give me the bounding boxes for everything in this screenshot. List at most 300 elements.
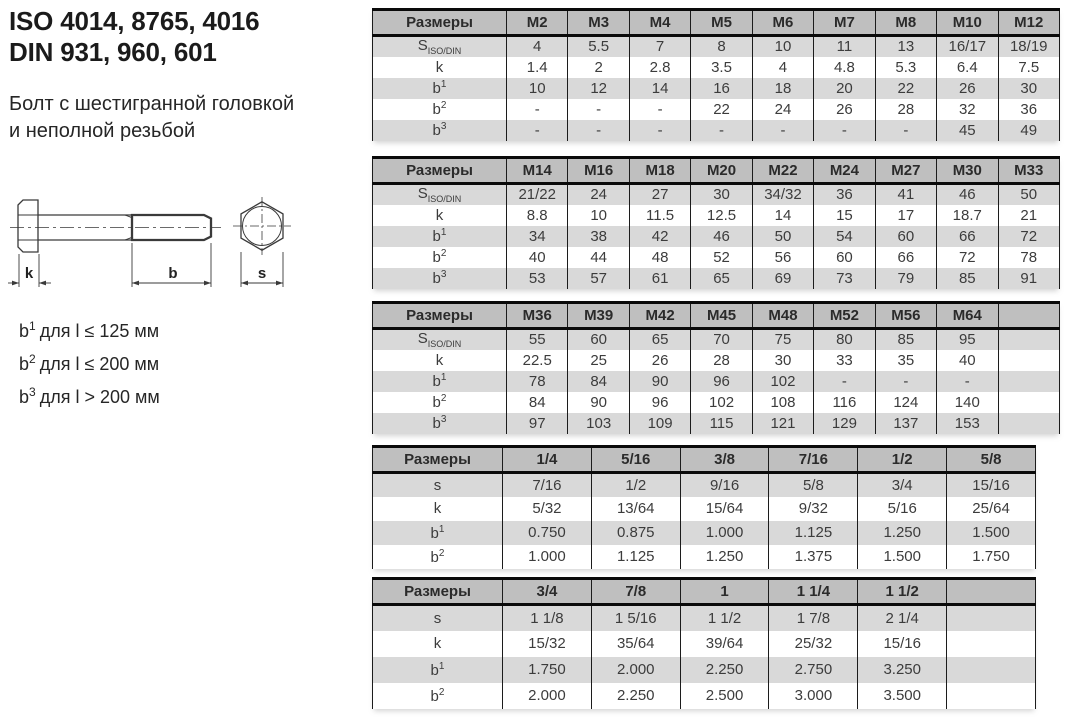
value-cell: 25 [568,350,629,371]
value-cell: 108 [752,392,813,413]
value-cell: 7/16 [503,473,592,497]
value-cell: 26 [937,78,998,99]
title-iso: ISO 4014, 8765, 4016 [9,6,260,36]
value-cell: 66 [875,247,936,268]
footnote-symbol: b [19,321,30,341]
value-cell: - [937,371,998,392]
value-cell: 33 [814,350,875,371]
value-cell: 26 [814,99,875,120]
value-cell: 2.8 [629,57,690,78]
size-column-header: M42 [629,303,690,329]
table-row [373,545,1036,569]
value-cell: 53 [507,268,568,289]
value-cell [947,605,1036,631]
footnote-b2 [19,345,160,378]
table-row [373,205,1060,226]
value-cell: 35 [875,350,936,371]
bolt-side-view [10,200,221,252]
row-label: s [373,473,503,497]
value-cell: - [691,120,752,141]
value-cell: 41 [875,184,936,205]
table-metric-m36-m64 [372,301,1060,434]
value-cell: - [568,120,629,141]
value-cell: 21/22 [507,184,568,205]
value-cell: 121 [752,413,813,434]
value-cell: 2.000 [591,657,680,683]
value-cell: 5.5 [568,36,629,57]
dimension-label-s: s [257,265,267,282]
value-cell: 57 [568,268,629,289]
dimension-k [8,254,51,287]
value-cell: 1 7/8 [769,605,858,631]
value-cell: - [507,120,568,141]
size-column-header: M3 [568,10,629,36]
row-label: k [373,497,503,521]
title-din: DIN 931, 960, 601 [9,37,217,67]
value-cell: 4 [507,36,568,57]
row-label: k [373,631,503,657]
value-cell: 25/64 [947,497,1036,521]
value-cell: 109 [629,413,690,434]
size-column-header: M12 [998,10,1060,36]
value-cell: 24 [752,99,813,120]
value-cell [998,392,1060,413]
value-cell: 80 [814,329,875,350]
value-cell: 60 [875,226,936,247]
value-cell: 90 [568,392,629,413]
row-label: $b^1$ [373,226,507,247]
size-column-header: M5 [691,10,752,36]
dimension-table [372,8,1060,141]
size-column-header: 1/2 [858,447,947,473]
table-inch-quarter-to-5-8 [372,445,1036,569]
value-cell: 75 [752,329,813,350]
row-label: $S_{ISO/DIN}$ [373,184,507,205]
corner-header: Размеры [373,303,507,329]
footnote-text: для l ≤ 125 мм [39,321,160,341]
value-cell: 10 [507,78,568,99]
value-cell: 17 [875,205,936,226]
value-cell: 72 [998,226,1060,247]
value-cell: 1 1/8 [503,605,592,631]
value-cell: 1.125 [769,521,858,545]
value-cell: 97 [507,413,568,434]
value-cell: 9/32 [769,497,858,521]
value-cell: 2 [568,57,629,78]
value-cell: 26 [629,350,690,371]
size-column-header [998,303,1060,329]
value-cell: 10 [568,205,629,226]
value-cell: 52 [691,247,752,268]
value-cell: 84 [507,392,568,413]
value-cell: 2.750 [769,657,858,683]
value-cell: 35/64 [591,631,680,657]
value-cell: 39/64 [680,631,769,657]
row-label: $b^1$ [373,521,503,545]
value-cell: - [752,120,813,141]
table-metric-m14-m33 [372,156,1060,289]
value-cell: 30 [691,184,752,205]
value-cell: 1.250 [858,521,947,545]
row-label: k [373,205,507,226]
table-row [373,350,1060,371]
value-cell: 0.750 [503,521,592,545]
table-row [373,605,1036,631]
table-row [373,226,1060,247]
row-label: $b^3$ [373,268,507,289]
value-cell: 15 [814,205,875,226]
table-inch-3-4-to-1-1-2 [372,577,1036,709]
value-cell: 0.875 [591,521,680,545]
corner-header: Размеры [373,10,507,36]
value-cell: 13 [875,36,936,57]
value-cell: 72 [937,247,998,268]
value-cell: 56 [752,247,813,268]
value-cell: 50 [752,226,813,247]
size-column-header: 5/16 [591,447,680,473]
value-cell: 30 [998,78,1060,99]
footnote-b1 [19,312,160,345]
document-title [9,6,259,68]
value-cell: 1 5/16 [591,605,680,631]
size-column-header: M7 [814,10,875,36]
subtitle-line-2: и неполной резьбой [9,120,196,142]
value-cell: 1.375 [769,545,858,569]
size-column-header: M56 [875,303,936,329]
value-cell: 103 [568,413,629,434]
value-cell: 12.5 [691,205,752,226]
value-cell: 91 [998,268,1060,289]
table-row [373,78,1060,99]
table-row [373,473,1036,497]
dimension-table [372,445,1036,569]
value-cell: 3.250 [858,657,947,683]
value-cell: 4.8 [814,57,875,78]
table-row [373,371,1060,392]
size-column-header: M8 [875,10,936,36]
footnote-text: для l > 200 мм [39,387,160,407]
size-column-header: M6 [752,10,813,36]
value-cell: 14 [629,78,690,99]
document-subtitle [9,91,294,145]
bolt-technical-drawing [8,186,338,304]
table-row [373,392,1060,413]
value-cell: - [814,371,875,392]
value-cell: - [568,99,629,120]
value-cell: 84 [568,371,629,392]
value-cell: 48 [629,247,690,268]
value-cell: 3.000 [769,683,858,709]
value-cell: 3.500 [858,683,947,709]
size-column-header: M2 [507,10,568,36]
table-row [373,329,1060,350]
value-cell: 6.4 [937,57,998,78]
footnotes [19,312,160,411]
value-cell: 24 [568,184,629,205]
size-column-header: M27 [875,158,936,184]
value-cell: 115 [691,413,752,434]
value-cell: 10 [752,36,813,57]
value-cell: 46 [691,226,752,247]
header-row [373,303,1060,329]
value-cell: 95 [937,329,998,350]
table-row [373,184,1060,205]
value-cell: 25/32 [769,631,858,657]
value-cell: 9/16 [680,473,769,497]
value-cell: 50 [998,184,1060,205]
value-cell: 36 [998,99,1060,120]
value-cell: 5.3 [875,57,936,78]
value-cell: - [507,99,568,120]
value-cell: 96 [691,371,752,392]
size-column-header: 3/4 [503,579,592,605]
value-cell: 137 [875,413,936,434]
value-cell: 1.750 [503,657,592,683]
dimension-table [372,301,1060,434]
size-column-header: M30 [937,158,998,184]
value-cell: 34/32 [752,184,813,205]
value-cell: 78 [507,371,568,392]
value-cell: 2 1/4 [858,605,947,631]
value-cell: 40 [937,350,998,371]
value-cell: 1.750 [947,545,1036,569]
value-cell: 14 [752,205,813,226]
value-cell: 28 [691,350,752,371]
value-cell [947,631,1036,657]
dimension-s [241,252,283,287]
value-cell: 34 [507,226,568,247]
dimension-label-k: k [24,265,34,282]
value-cell: 2.250 [680,657,769,683]
value-cell: - [814,120,875,141]
row-label: $b^1$ [373,657,503,683]
value-cell: 79 [875,268,936,289]
value-cell: 27 [629,184,690,205]
dimension-label-b: b [168,265,178,282]
value-cell: 7.5 [998,57,1060,78]
value-cell: 2.500 [680,683,769,709]
value-cell: 140 [937,392,998,413]
value-cell: 65 [629,329,690,350]
value-cell: 102 [691,392,752,413]
value-cell: 54 [814,226,875,247]
value-cell: 3.5 [691,57,752,78]
size-column-header [947,579,1036,605]
value-cell: 102 [752,371,813,392]
size-column-header: M39 [568,303,629,329]
size-column-header: M20 [691,158,752,184]
value-cell: 1.500 [858,545,947,569]
value-cell: 129 [814,413,875,434]
value-cell [998,329,1060,350]
size-column-header: M64 [937,303,998,329]
value-cell: 153 [937,413,998,434]
size-column-header: M16 [568,158,629,184]
value-cell: 15/16 [947,473,1036,497]
size-column-header: 1 1/2 [858,579,947,605]
size-column-header: M24 [814,158,875,184]
value-cell: 11 [814,36,875,57]
size-column-header: M18 [629,158,690,184]
size-column-header: 1 [680,579,769,605]
value-cell: 8.8 [507,205,568,226]
value-cell: 2.250 [591,683,680,709]
value-cell [947,683,1036,709]
value-cell: 73 [814,268,875,289]
value-cell: 32 [937,99,998,120]
value-cell: 85 [875,329,936,350]
row-label: s [373,605,503,631]
value-cell: 18 [752,78,813,99]
value-cell: 1.000 [503,545,592,569]
value-cell: 1.250 [680,545,769,569]
table-row [373,247,1060,268]
value-cell: 55 [507,329,568,350]
dimension-b [132,243,211,287]
corner-header: Размеры [373,158,507,184]
value-cell: 90 [629,371,690,392]
value-cell: 49 [998,120,1060,141]
value-cell: 16/17 [937,36,998,57]
value-cell: 15/16 [858,631,947,657]
size-column-header: M33 [998,158,1060,184]
table-row [373,268,1060,289]
row-label: $b^2$ [373,683,503,709]
size-column-header: M36 [507,303,568,329]
value-cell: 46 [937,184,998,205]
value-cell: 20 [814,78,875,99]
footnote-sup: 1 [29,319,36,333]
footnote-sup: 2 [29,352,36,366]
value-cell: 18/19 [998,36,1060,57]
value-cell: 60 [814,247,875,268]
row-label: $b^2$ [373,392,507,413]
value-cell: 1/2 [591,473,680,497]
value-cell: 116 [814,392,875,413]
value-cell: - [875,120,936,141]
row-label: $b^2$ [373,99,507,120]
value-cell: 2.000 [503,683,592,709]
corner-header: Размеры [373,447,503,473]
corner-header: Размеры [373,579,503,605]
size-column-header: 7/16 [769,447,858,473]
value-cell: 5/16 [858,497,947,521]
size-column-header: 1 1/4 [769,579,858,605]
value-cell: 5/8 [769,473,858,497]
value-cell: - [875,371,936,392]
size-column-header: M14 [507,158,568,184]
value-cell: 42 [629,226,690,247]
row-label: $b^1$ [373,78,507,99]
table-metric-m2-m12 [372,8,1060,141]
value-cell: 65 [691,268,752,289]
size-column-header: M22 [752,158,813,184]
value-cell: 3/4 [858,473,947,497]
value-cell: 12 [568,78,629,99]
value-cell: 1 1/2 [680,605,769,631]
value-cell: 21 [998,205,1060,226]
value-cell [998,371,1060,392]
value-cell: 16 [691,78,752,99]
footnote-symbol: b [19,387,30,407]
value-cell: - [629,120,690,141]
header-row [373,447,1036,473]
value-cell: 45 [937,120,998,141]
row-label: $S_{ISO/DIN}$ [373,36,507,57]
size-column-header: 5/8 [947,447,1036,473]
value-cell: 36 [814,184,875,205]
value-cell: 15/64 [680,497,769,521]
value-cell: 22 [875,78,936,99]
value-cell: 7 [629,36,690,57]
table-row [373,36,1060,57]
size-column-header: M52 [814,303,875,329]
size-column-header: 7/8 [591,579,680,605]
value-cell: 22 [691,99,752,120]
value-cell: 85 [937,268,998,289]
value-cell: 28 [875,99,936,120]
header-row [373,579,1036,605]
value-cell: 11.5 [629,205,690,226]
value-cell: - [629,99,690,120]
value-cell [998,413,1060,434]
table-row [373,657,1036,683]
row-label: $b^2$ [373,247,507,268]
value-cell: 60 [568,329,629,350]
value-cell: 30 [752,350,813,371]
value-cell: 78 [998,247,1060,268]
value-cell [947,657,1036,683]
dimension-table [372,156,1060,289]
footnote-text: для l ≤ 200 мм [39,354,160,374]
table-row [373,413,1060,434]
value-cell: 5/32 [503,497,592,521]
subtitle-line-1: Болт с шестигранной головкой [9,93,295,115]
value-cell: 61 [629,268,690,289]
row-label: $b^2$ [373,545,503,569]
value-cell: 38 [568,226,629,247]
value-cell: 124 [875,392,936,413]
row-label: $b^3$ [373,120,507,141]
value-cell: 22.5 [507,350,568,371]
row-label: $b^3$ [373,413,507,434]
table-row [373,57,1060,78]
value-cell: 1.125 [591,545,680,569]
bolt-end-view [233,197,291,255]
header-row [373,10,1060,36]
table-row [373,99,1060,120]
row-label: k [373,57,507,78]
value-cell: 15/32 [503,631,592,657]
value-cell: 1.4 [507,57,568,78]
row-label: $S_{ISO/DIN}$ [373,329,507,350]
table-row [373,683,1036,709]
value-cell: 40 [507,247,568,268]
value-cell: 44 [568,247,629,268]
row-label: k [373,350,507,371]
size-column-header: M10 [937,10,998,36]
size-column-header: M45 [691,303,752,329]
table-row [373,120,1060,141]
row-label: $b^1$ [373,371,507,392]
value-cell: 69 [752,268,813,289]
footnote-symbol: b [19,354,30,374]
size-column-header: M48 [752,303,813,329]
value-cell: 1.000 [680,521,769,545]
value-cell: 18.7 [937,205,998,226]
header-row [373,158,1060,184]
value-cell: 1.500 [947,521,1036,545]
